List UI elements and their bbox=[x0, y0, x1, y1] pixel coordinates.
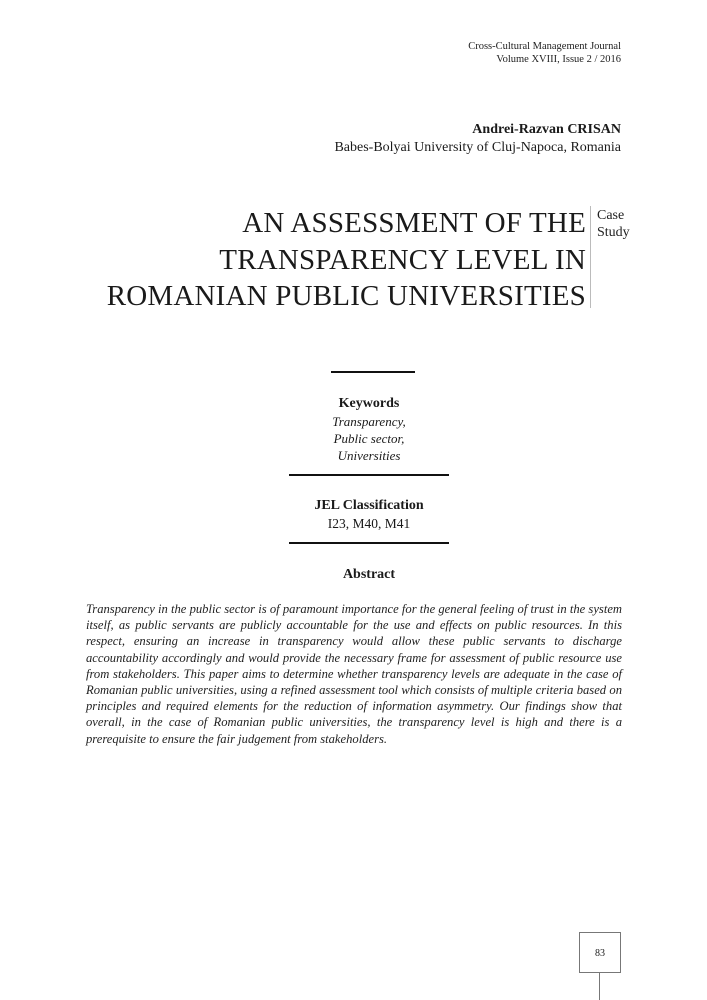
paper-title bbox=[66, 205, 586, 315]
keywords-heading: Keywords bbox=[338, 396, 400, 411]
jel-block bbox=[289, 497, 449, 533]
page-number: 83 bbox=[579, 932, 621, 973]
journal-volume: Volume XVIII, Issue 2 / 2016 bbox=[496, 54, 621, 65]
article-type-label bbox=[597, 207, 630, 241]
keyword-item: Universities bbox=[337, 448, 401, 463]
keywords-top-rule bbox=[331, 371, 415, 373]
page-number-tick bbox=[599, 973, 600, 1000]
article-type-line-2: Study bbox=[597, 225, 630, 240]
journal-name: Cross-Cultural Management Journal bbox=[468, 41, 621, 52]
author-name: Andrei-Razvan CRISAN bbox=[472, 122, 621, 137]
keyword-item: Public sector, bbox=[333, 431, 405, 446]
article-type-line-1: Case bbox=[597, 208, 625, 223]
keyword-item: Transparency, bbox=[332, 414, 406, 429]
author-affiliation: Babes-Bolyai University of Cluj-Napoca, Romania bbox=[334, 140, 621, 155]
journal-header bbox=[468, 40, 621, 66]
abstract-heading: Abstract bbox=[342, 567, 396, 582]
keywords-block bbox=[289, 395, 449, 464]
jel-bottom-rule bbox=[289, 542, 449, 544]
title-divider bbox=[590, 206, 591, 308]
author-block bbox=[334, 121, 621, 157]
title-line-2: TRANSPARENCY LEVEL IN bbox=[219, 243, 586, 276]
keywords-bottom-rule bbox=[289, 474, 449, 476]
jel-heading: JEL Classification bbox=[314, 498, 424, 513]
title-line-3: ROMANIAN PUBLIC UNIVERSITIES bbox=[106, 280, 586, 312]
abstract-text: Transparency in the public sector is of paramount importance for the general feeling of trust in the system itself, as public servants are publicly accountable for the use and effects on public resources. In this respect, ensuring an increase in transparency would allow these public servants to discharge accountability accordingly and would provide the necessary frame for assessment of public resource use from stakeholders. This paper aims to determine whether transparency levels are adequate in the case of Romanian public universities, using a refined assessment tool which consists of multiple criteria based on principles and required elements for the reduction of information asymmetry. Our findings show that overall, in the case of Romanian public universities, the transparency level is high and there is a prerequisite to ensure the fair judgement from stakeholders. bbox=[86, 602, 622, 746]
title-line-1: AN ASSESSMENT OF THE bbox=[242, 207, 586, 239]
jel-codes: I23, M40, M41 bbox=[327, 516, 411, 531]
